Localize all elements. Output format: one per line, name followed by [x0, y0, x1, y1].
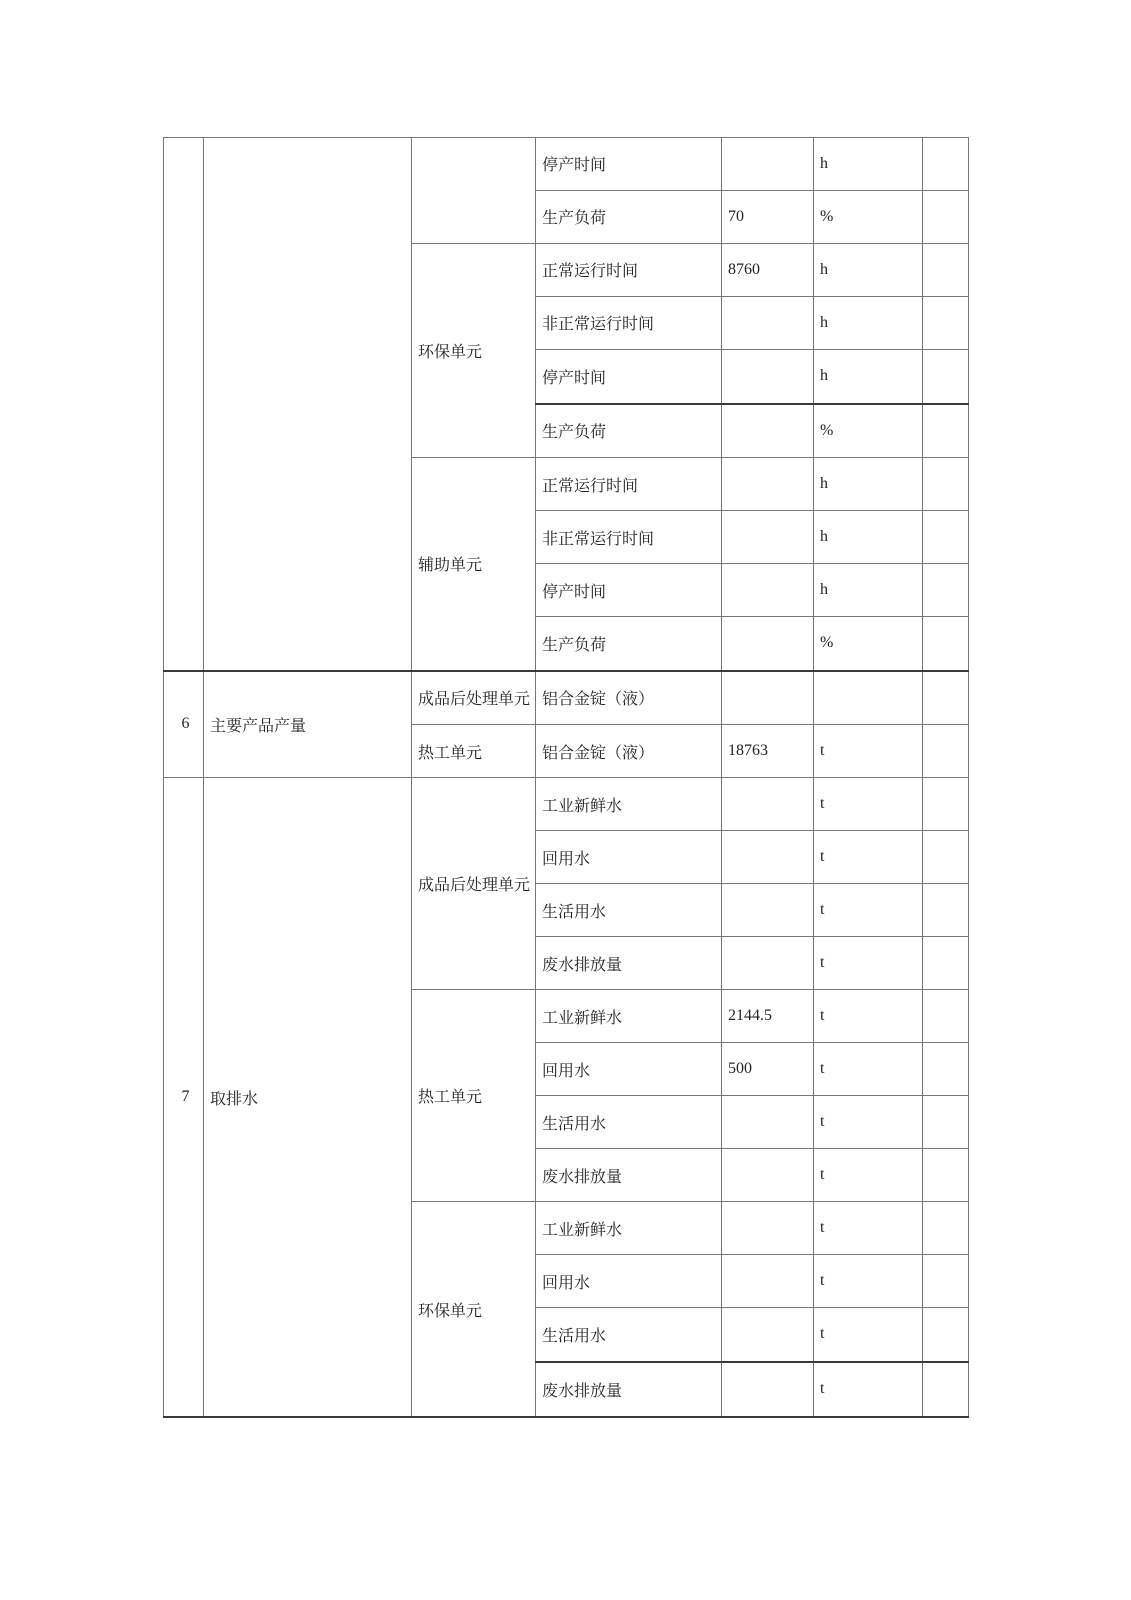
item-name-cell: 工业新鲜水 — [536, 778, 722, 831]
item-unit-cell: t — [814, 990, 923, 1043]
remark-cell — [923, 458, 969, 511]
item-unit-cell: t — [814, 884, 923, 937]
item-name-cell: 生产负荷 — [536, 190, 722, 243]
unit-group-cell: 热工单元 — [412, 725, 536, 778]
item-value-cell — [722, 1202, 814, 1255]
item-value-cell — [722, 564, 814, 617]
item-unit-cell: h — [814, 138, 923, 191]
item-value-cell — [722, 1308, 814, 1362]
item-value-cell — [722, 138, 814, 191]
remark-cell — [923, 831, 969, 884]
item-unit-cell: t — [814, 1043, 923, 1096]
item-value-cell — [722, 404, 814, 458]
item-name-cell: 工业新鲜水 — [536, 1202, 722, 1255]
section-number-cell: 6 — [164, 671, 204, 778]
item-name-cell: 铝合金锭（液） — [536, 725, 722, 778]
item-name-cell: 正常运行时间 — [536, 458, 722, 511]
item-value-cell — [722, 937, 814, 990]
remark-cell — [923, 138, 969, 191]
item-value-cell — [722, 458, 814, 511]
item-unit-cell: t — [814, 1362, 923, 1417]
item-name-cell: 停产时间 — [536, 564, 722, 617]
item-unit-cell: h — [814, 296, 923, 349]
remark-cell — [923, 884, 969, 937]
remark-cell — [923, 349, 969, 403]
item-value-cell — [722, 778, 814, 831]
item-name-cell: 铝合金锭（液） — [536, 671, 722, 725]
remark-cell — [923, 617, 969, 671]
item-unit-cell: t — [814, 937, 923, 990]
item-value-cell — [722, 884, 814, 937]
item-name-cell: 非正常运行时间 — [536, 511, 722, 564]
unit-group-cell: 成品后处理单元 — [412, 778, 536, 990]
remark-cell — [923, 1043, 969, 1096]
item-name-cell: 生产负荷 — [536, 404, 722, 458]
item-unit-cell: t — [814, 778, 923, 831]
item-name-cell: 生活用水 — [536, 1308, 722, 1362]
item-unit-cell: t — [814, 725, 923, 778]
item-value-cell: 8760 — [722, 243, 814, 296]
remark-cell — [923, 990, 969, 1043]
unit-group-cell — [412, 138, 536, 244]
item-unit-cell: t — [814, 1308, 923, 1362]
remark-cell — [923, 296, 969, 349]
item-unit-cell: t — [814, 1149, 923, 1202]
unit-group-cell: 辅助单元 — [412, 458, 536, 671]
remark-cell — [923, 1149, 969, 1202]
table-row — [164, 778, 969, 831]
remark-cell — [923, 511, 969, 564]
item-value-cell — [722, 671, 814, 725]
table-row — [164, 671, 969, 725]
item-name-cell: 废水排放量 — [536, 937, 722, 990]
item-name-cell: 工业新鲜水 — [536, 990, 722, 1043]
item-name-cell: 生活用水 — [536, 884, 722, 937]
item-name-cell: 废水排放量 — [536, 1362, 722, 1417]
item-name-cell: 回用水 — [536, 1043, 722, 1096]
item-value-cell: 2144.5 — [722, 990, 814, 1043]
item-value-cell — [722, 511, 814, 564]
section-category-cell — [204, 138, 412, 671]
item-value-cell — [722, 296, 814, 349]
remark-cell — [923, 725, 969, 778]
report-table — [163, 137, 969, 1418]
item-unit-cell — [814, 671, 923, 725]
table-row — [164, 138, 969, 191]
remark-cell — [923, 1202, 969, 1255]
item-name-cell: 停产时间 — [536, 138, 722, 191]
section-number-cell — [164, 138, 204, 671]
remark-cell — [923, 671, 969, 725]
remark-cell — [923, 1362, 969, 1417]
item-name-cell: 生产负荷 — [536, 617, 722, 671]
item-value-cell: 500 — [722, 1043, 814, 1096]
item-value-cell: 70 — [722, 190, 814, 243]
unit-group-cell: 成品后处理单元 — [412, 671, 536, 725]
item-unit-cell: h — [814, 511, 923, 564]
item-unit-cell: t — [814, 1202, 923, 1255]
remark-cell — [923, 1255, 969, 1308]
remark-cell — [923, 564, 969, 617]
item-name-cell: 停产时间 — [536, 349, 722, 403]
item-value-cell — [722, 1362, 814, 1417]
item-value-cell — [722, 617, 814, 671]
item-unit-cell: h — [814, 458, 923, 511]
remark-cell — [923, 243, 969, 296]
unit-group-cell: 环保单元 — [412, 1202, 536, 1417]
item-value-cell — [722, 831, 814, 884]
unit-group-cell: 热工单元 — [412, 990, 536, 1202]
item-value-cell — [722, 1096, 814, 1149]
remark-cell — [923, 404, 969, 458]
item-value-cell — [722, 349, 814, 403]
remark-cell — [923, 1096, 969, 1149]
item-unit-cell: h — [814, 564, 923, 617]
remark-cell — [923, 190, 969, 243]
remark-cell — [923, 937, 969, 990]
section-category-cell: 取排水 — [204, 778, 412, 1417]
item-name-cell: 生活用水 — [536, 1096, 722, 1149]
item-name-cell: 回用水 — [536, 831, 722, 884]
item-unit-cell: % — [814, 190, 923, 243]
item-name-cell: 废水排放量 — [536, 1149, 722, 1202]
remark-cell — [923, 1308, 969, 1362]
section-category-cell: 主要产品产量 — [204, 671, 412, 778]
item-name-cell: 正常运行时间 — [536, 243, 722, 296]
item-value-cell: 18763 — [722, 725, 814, 778]
section-number-cell: 7 — [164, 778, 204, 1417]
unit-group-cell: 环保单元 — [412, 243, 536, 457]
remark-cell — [923, 778, 969, 831]
item-unit-cell: h — [814, 349, 923, 403]
item-unit-cell: t — [814, 831, 923, 884]
item-name-cell: 回用水 — [536, 1255, 722, 1308]
item-value-cell — [722, 1149, 814, 1202]
item-value-cell — [722, 1255, 814, 1308]
item-unit-cell: t — [814, 1096, 923, 1149]
item-name-cell: 非正常运行时间 — [536, 296, 722, 349]
item-unit-cell: % — [814, 404, 923, 458]
item-unit-cell: h — [814, 243, 923, 296]
item-unit-cell: % — [814, 617, 923, 671]
item-unit-cell: t — [814, 1255, 923, 1308]
